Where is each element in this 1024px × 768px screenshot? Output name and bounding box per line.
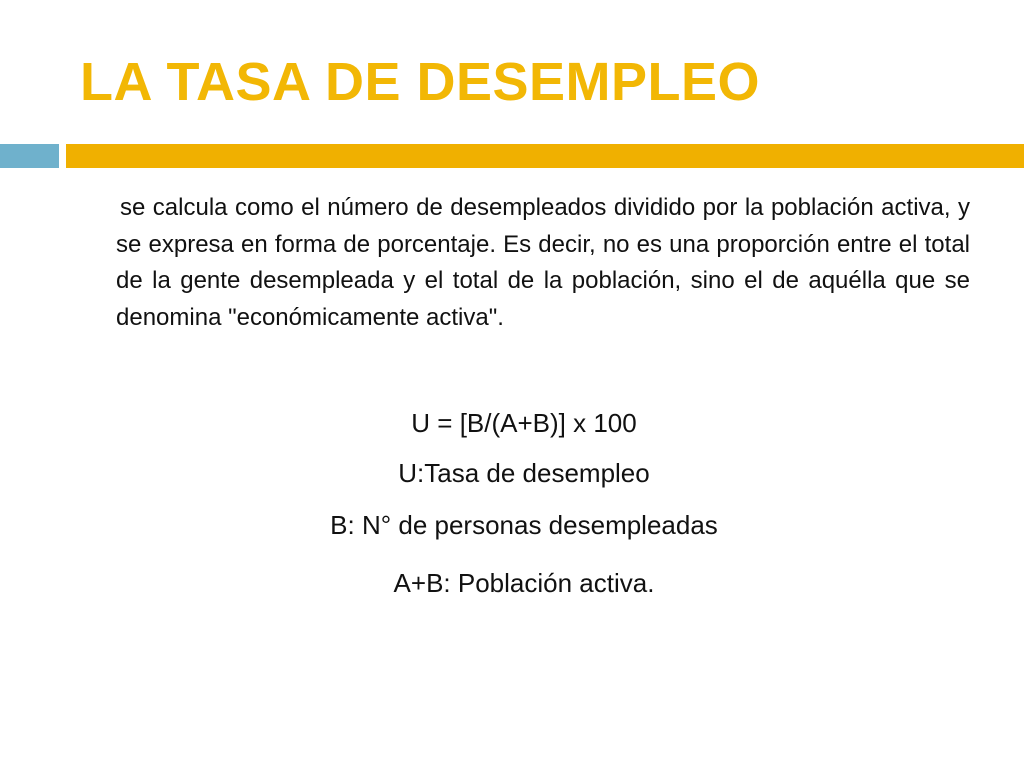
legend-u: U:Tasa de desempleo [398,458,650,488]
formula: U = [B/(A+B)] x 100 [411,408,637,438]
title-underline-bar [66,144,1024,168]
slide-title: LA TASA DE DESEMPLEO [80,52,761,112]
legend-a-plus-b: A+B: Población activa. [393,568,655,598]
body-paragraph: se calcula como el número de desempleados dividido por la población activa, y se expresa en forma de porcentaje. Es decir, no es una proporción entre el total de la gente desempleada y el total de la población, sino el de aquélla que se denomina "económicamente activa". [116,194,970,331]
title-accent-bar [0,144,59,168]
legend-b: B: N° de personas desempleadas [330,510,718,540]
